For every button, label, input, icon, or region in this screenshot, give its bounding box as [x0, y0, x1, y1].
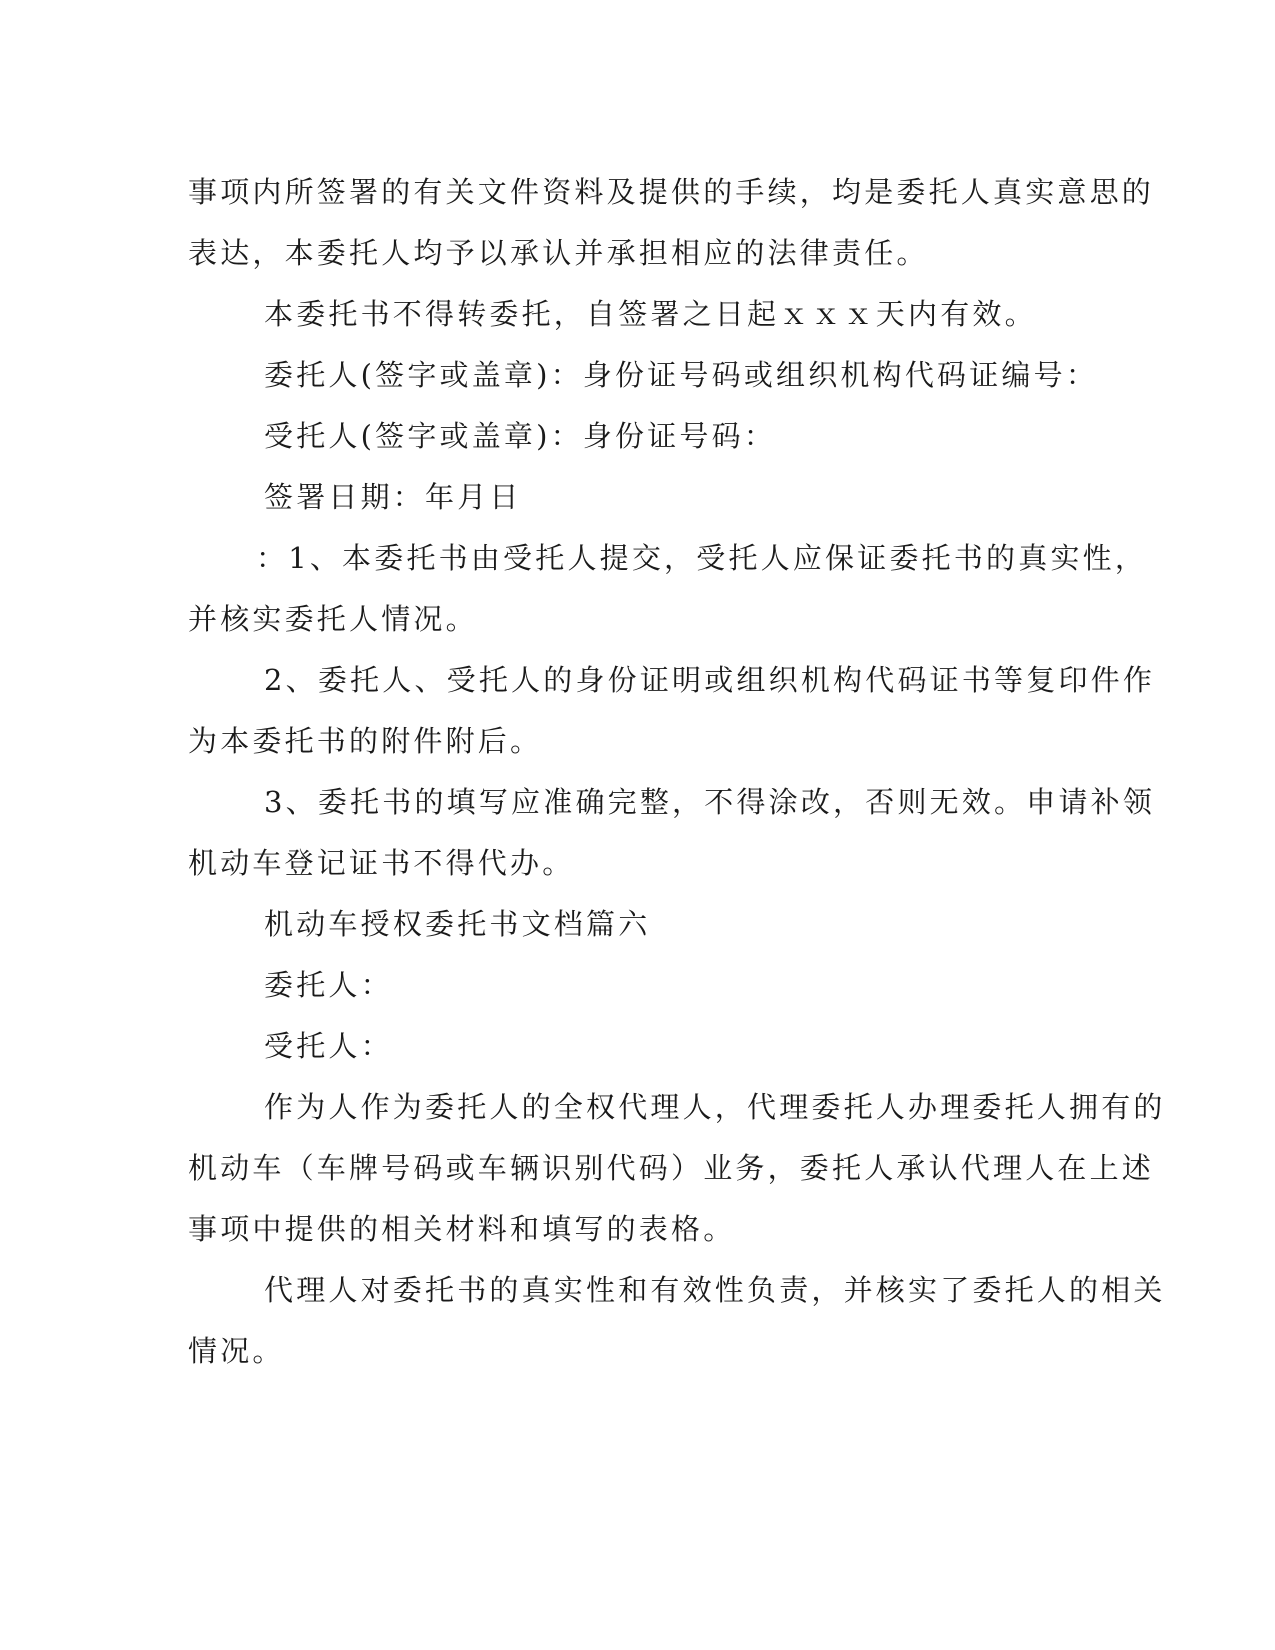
authorization-paragraph: 作为人作为委托人的全权代理人，代理委托人办理委托人拥有的	[264, 1090, 1166, 1124]
agent-field: 受托人：	[264, 1029, 393, 1063]
section-heading: 机动车授权委托书文档篇六	[264, 907, 651, 941]
note-item-3: 3、委托书的填写应准确完整，不得涂改，否则无效。申请补领	[264, 785, 1156, 819]
responsibility-paragraph: 代理人对委托书的真实性和有效性负责，并核实了委托人的相关	[264, 1273, 1166, 1307]
validity-clause: 本委托书不得转委托，自签署之日起ｘｘｘ天内有效。	[264, 297, 1037, 331]
note-item-2: 2、委托人、受托人的身份证明或组织机构代码证书等复印件作	[264, 663, 1156, 697]
principal-signature-line: 委托人(签字或盖章)：身份证号码或组织机构代码证编号：	[264, 358, 1099, 392]
agent-signature-line: 受托人(签字或盖章)：身份证号码：	[264, 419, 777, 453]
paragraph-line: 为本委托书的附件附后。	[188, 724, 543, 758]
note-item-1: ：1、本委托书由受托人提交，受托人应保证委托书的真实性，	[256, 541, 1148, 575]
document-body	[188, 162, 1166, 1382]
paragraph-line: 情况。	[188, 1334, 285, 1368]
paragraph-line: 机动车登记证书不得代办。	[188, 846, 575, 880]
paragraph-line: 表达，本委托人均予以承认并承担相应的法律责任。	[188, 236, 929, 270]
paragraph-line: 事项中提供的相关材料和填写的表格。	[188, 1212, 736, 1246]
paragraph-line: 并核实委托人情况。	[188, 602, 478, 636]
signing-date-line: 签署日期：年月日	[264, 480, 522, 514]
paragraph-line: 机动车（车牌号码或车辆识别代码）业务，委托人承认代理人在上述	[188, 1151, 1155, 1185]
paragraph-line: 事项内所签署的有关文件资料及提供的手续，均是委托人真实意思的	[188, 175, 1155, 209]
principal-field: 委托人：	[264, 968, 393, 1002]
